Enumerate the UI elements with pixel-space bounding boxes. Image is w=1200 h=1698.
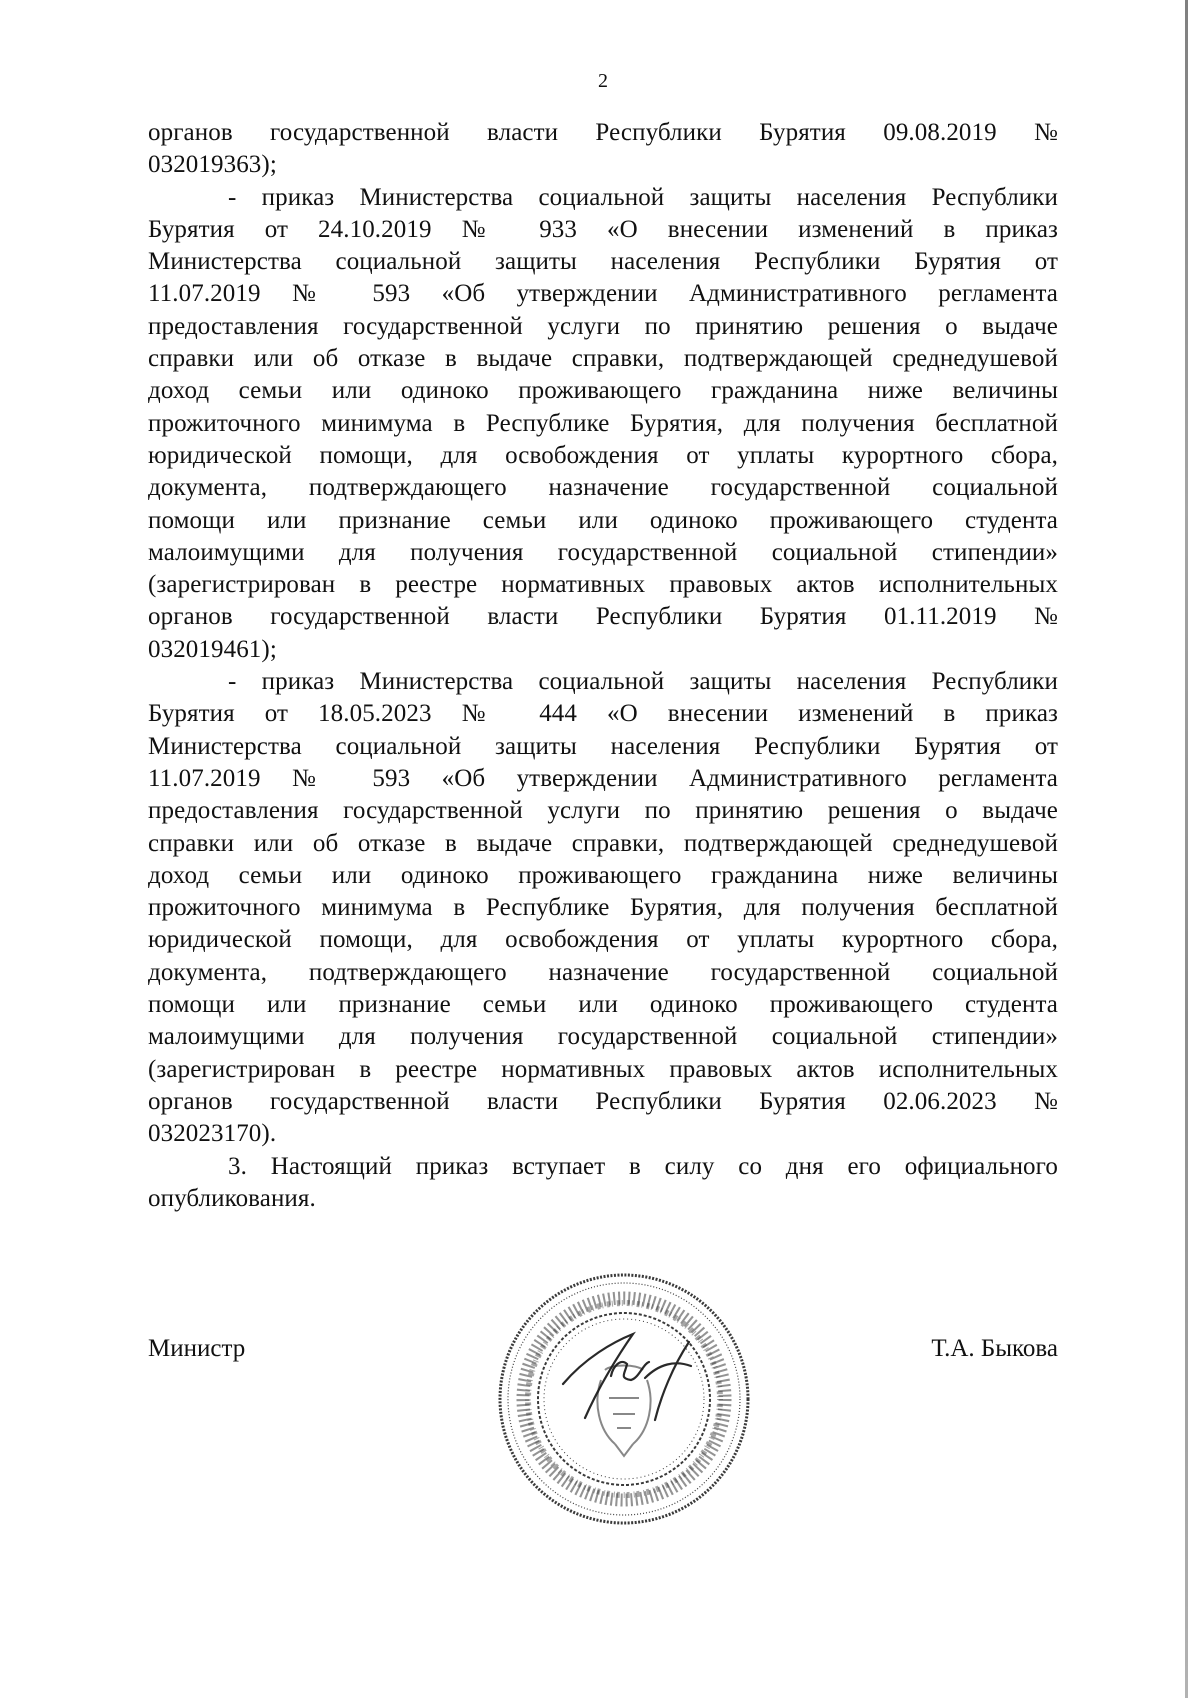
paragraph-order-933 [148, 182, 1058, 666]
text-line: предоставления государственной услуги по принятию решения о выдаче [148, 797, 1058, 825]
text-line: (зарегистрирован в реестре нормативных правовых актов исполнительных [148, 571, 1058, 599]
text-line: предоставления государственной услуги по принятию решения о выдаче [148, 312, 1058, 340]
text-line: - приказ Министерства социальной защиты населения Республики [228, 183, 1058, 211]
text-line: 032019461); [148, 635, 277, 663]
scan-edge [1185, 0, 1188, 1698]
text-line: прожиточного минимума в Республике Бурятия, для получения бесплатной [148, 894, 1058, 922]
paragraph-effective-date [148, 1151, 1058, 1216]
page-number: 2 [598, 70, 608, 92]
text-line: (зарегистрирован в реестре нормативных правовых актов исполнительных [148, 1055, 1058, 1083]
text-line: помощи или признание семьи или одиноко проживающего студента [148, 991, 1058, 1019]
text-line: доход семьи или одиноко проживающего гражданина ниже величины [148, 861, 1058, 889]
text-line: 032019363); [148, 151, 277, 179]
text-line: документа, подтверждающего назначение государственной социальной [148, 474, 1058, 502]
paragraph-registration-continued [148, 117, 1058, 182]
text-line: Бурятия от 24.10.2019 № 933 «О внесении изменений в приказ [148, 215, 1058, 243]
text-line: 032023170). [148, 1120, 277, 1148]
text-line: 11.07.2019 № 593 «Об утверждении Административного регламента [148, 764, 1058, 792]
text-line: 3. Настоящий приказ вступает в силу со дня его официального [228, 1152, 1058, 1180]
text-line: документа, подтверждающего назначение государственной социальной [148, 958, 1058, 986]
text-line: юридической помощи, для освобождения от уплаты курортного сбора, [148, 926, 1058, 954]
signer-title: Министр [148, 1335, 246, 1362]
text-line: помощи или признание семьи или одиноко проживающего студента [148, 506, 1058, 534]
text-line: прожиточного минимума в Республике Бурятия, для получения бесплатной [148, 409, 1058, 437]
text-line: органов государственной власти Республики Бурятия 01.11.2019 № [148, 603, 1058, 631]
text-line: органов государственной власти Республики Бурятия 02.06.2023 № [148, 1087, 1058, 1115]
text-line: доход семьи или одиноко проживающего гражданина ниже величины [148, 377, 1058, 405]
text-line: опубликования. [148, 1184, 316, 1212]
text-line: органов государственной власти Республики Бурятия 09.08.2019 № [148, 119, 1058, 146]
text-line: справки или об отказе в выдаче справки, подтверждающей среднедушевой [148, 829, 1058, 857]
official-seal-icon [493, 1268, 755, 1530]
text-line: 11.07.2019 № 593 «Об утверждении Административного регламента [148, 280, 1058, 308]
document-body [148, 117, 1058, 1215]
text-line: Министерства социальной защиты населения Республики Бурятия от [148, 248, 1058, 276]
text-line: - приказ Министерства социальной защиты населения Республики [228, 668, 1058, 696]
text-line: справки или об отказе в выдаче справки, подтверждающей среднедушевой [148, 345, 1058, 373]
text-line: малоимущими для получения государственной социальной стипендии» [148, 538, 1058, 566]
text-line: Бурятия от 18.05.2023 № 444 «О внесении изменений в приказ [148, 700, 1058, 728]
signer-name: Т.А. Быкова [931, 1335, 1058, 1362]
paragraph-order-444 [148, 666, 1058, 1150]
text-line: малоимущими для получения государственной социальной стипендии» [148, 1023, 1058, 1051]
text-line: юридической помощи, для освобождения от уплаты курортного сбора, [148, 441, 1058, 469]
text-line: Министерства социальной защиты населения Республики Бурятия от [148, 732, 1058, 760]
